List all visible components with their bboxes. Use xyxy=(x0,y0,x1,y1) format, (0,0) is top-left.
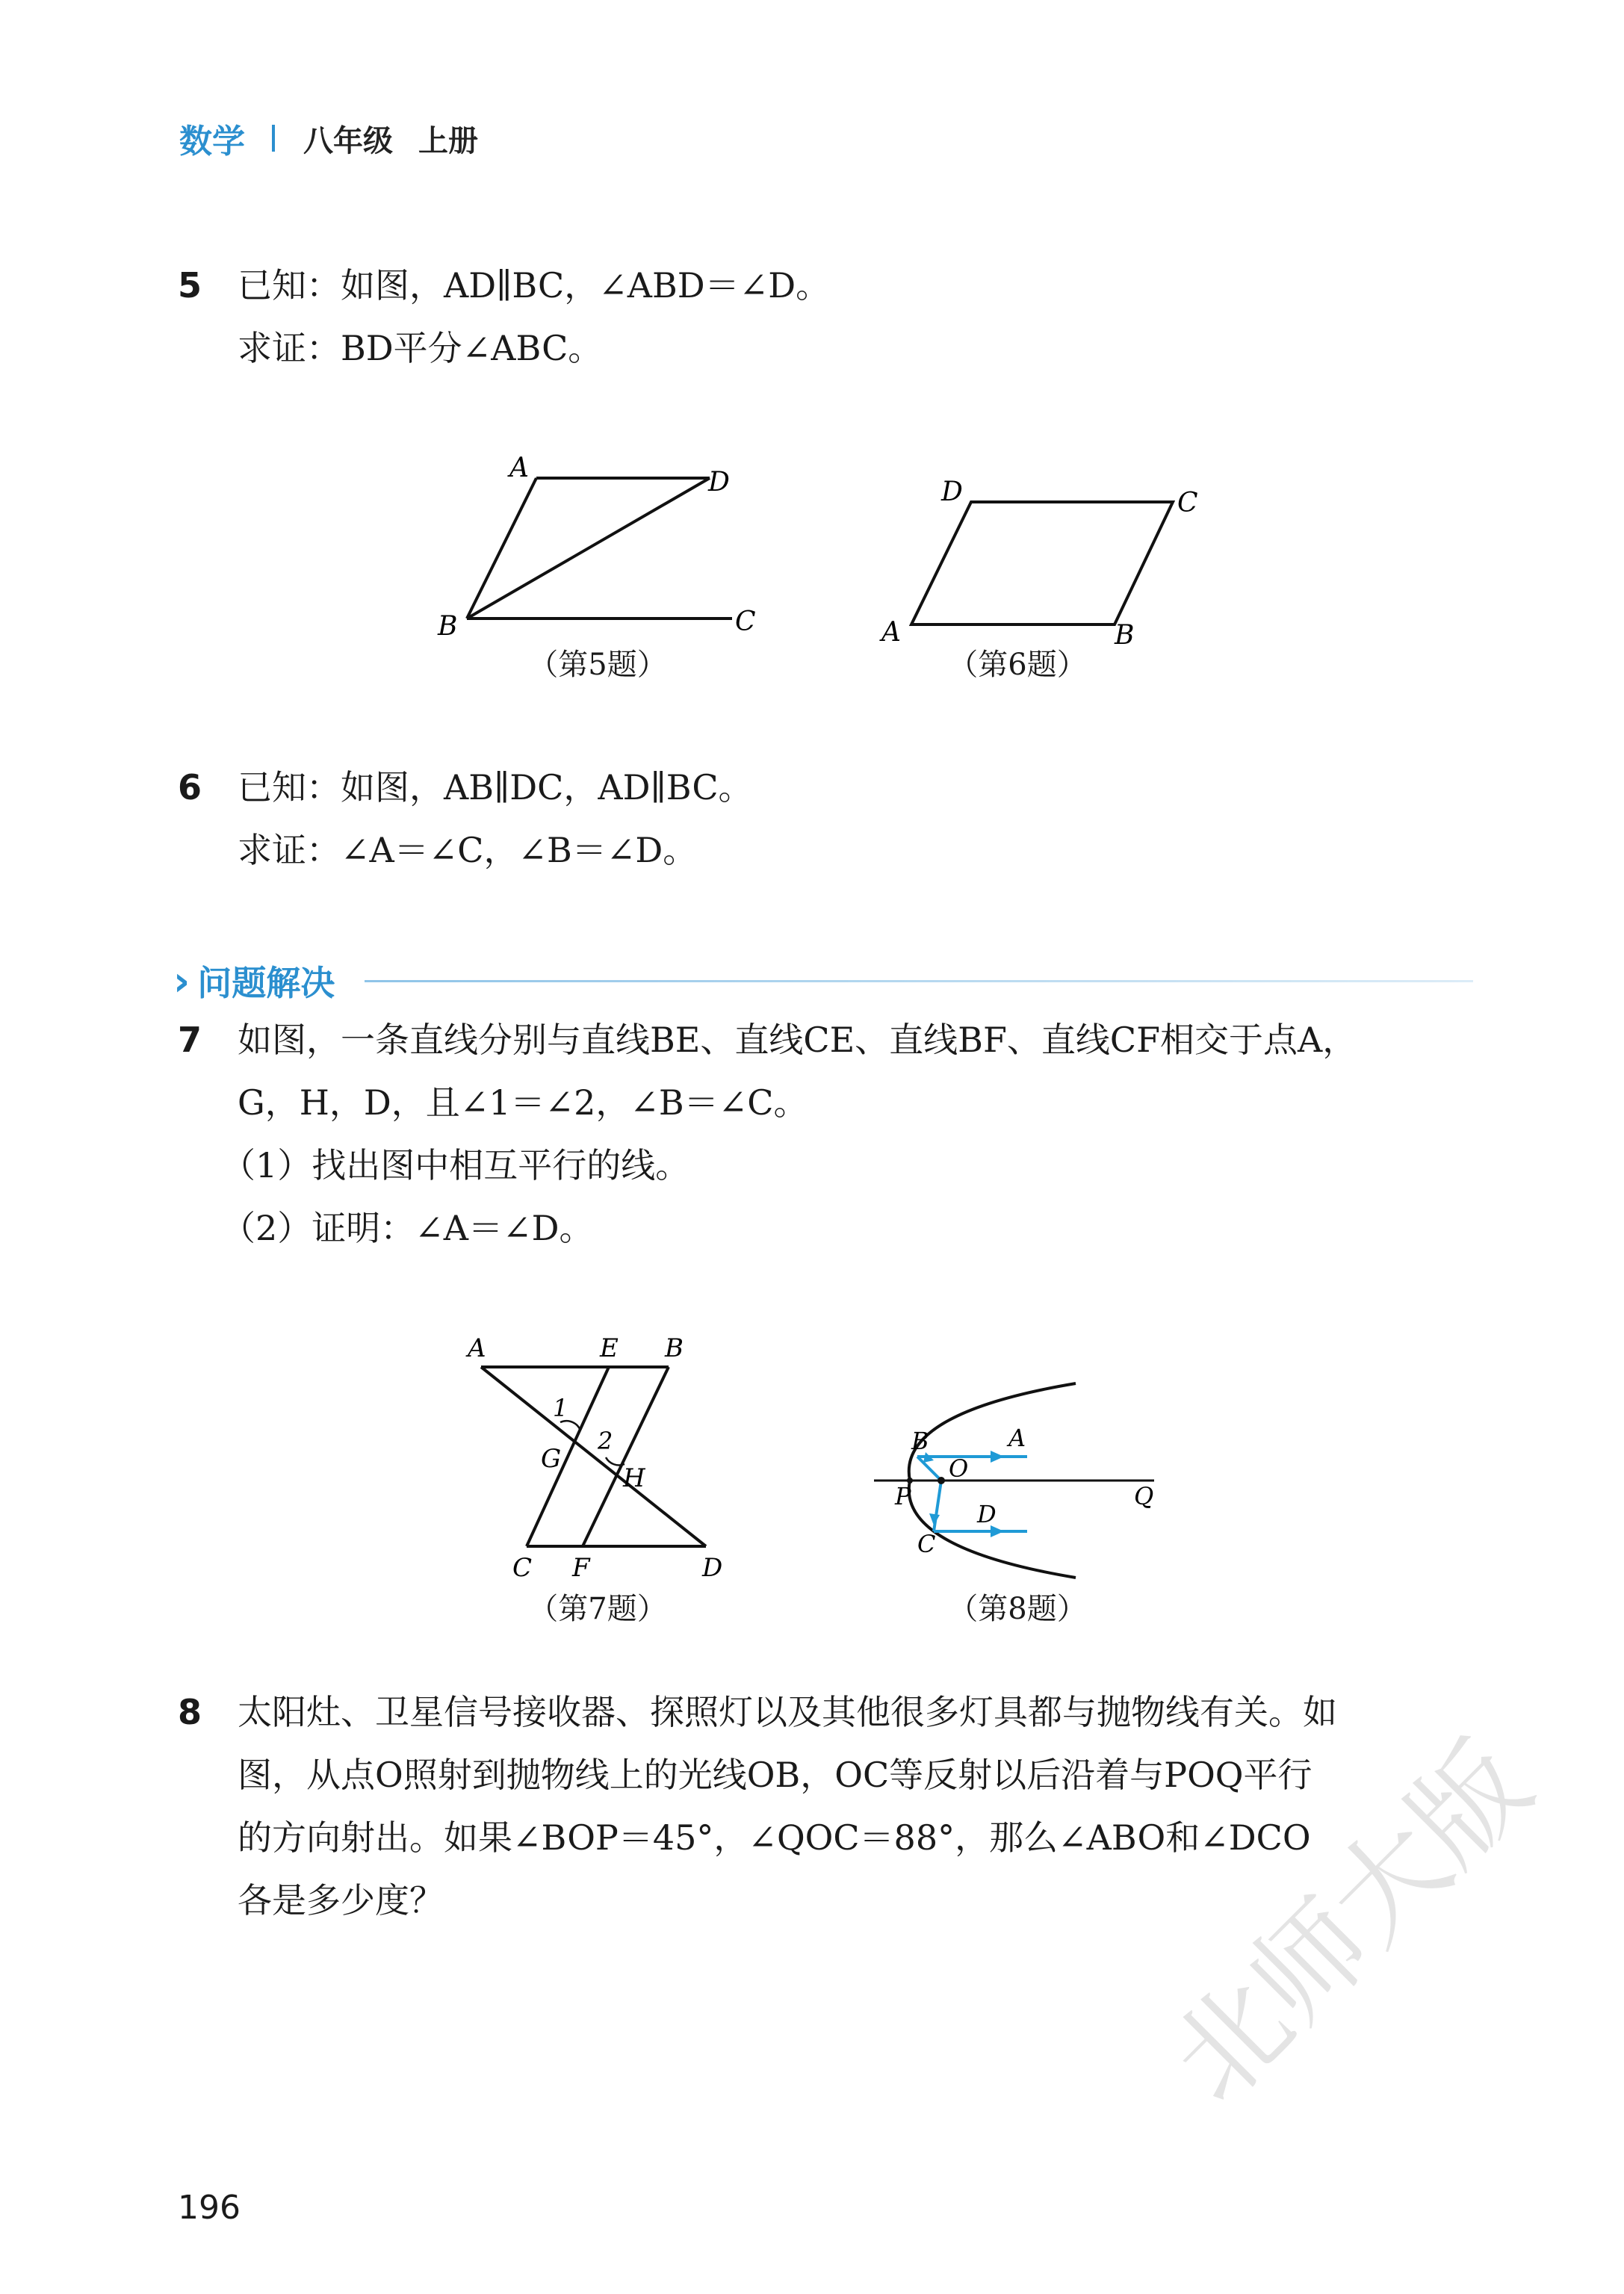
label-b: B xyxy=(665,1333,684,1363)
label-p: P xyxy=(895,1482,911,1510)
figure-7-caption: （第7题） xyxy=(528,1592,667,1626)
watermark: 北师大版 xyxy=(1146,1718,1556,2127)
question-text: 图，从点O照射到抛物线上的光线OB，OC等反射以后沿着与POQ平行 xyxy=(238,1755,1312,1795)
label-e: E xyxy=(600,1333,619,1363)
label-d: D xyxy=(941,478,963,507)
label-a: A xyxy=(1008,1424,1026,1452)
question-7 xyxy=(178,1008,1493,1259)
question-text: 的方向射出。如果∠BOP＝45°，∠QOC＝88°，那么∠ABO和∠DCO xyxy=(238,1817,1311,1858)
label-d: D xyxy=(977,1500,997,1528)
label-d: D xyxy=(702,1553,723,1583)
ray-oc xyxy=(934,1481,941,1531)
question-text: 太阳灶、卫星信号接收器、探照灯以及其他很多灯具都与抛物线有关。如 xyxy=(238,1692,1337,1732)
header-subject: 数学 xyxy=(179,123,245,161)
label-c: C xyxy=(735,607,756,637)
question-number: 8 xyxy=(178,1692,202,1732)
question-text: 如图，一条直线分别与直线BE、直线CE、直线BF、直线CF相交于点A， xyxy=(238,1020,1357,1060)
question-part: （2）证明：∠A＝∠D。 xyxy=(221,1208,594,1248)
label-c: C xyxy=(512,1553,533,1583)
question-text: 已知：如图，AD∥BC，∠ABD＝∠D。 xyxy=(238,265,831,306)
label-q: Q xyxy=(1134,1482,1154,1510)
label-c: C xyxy=(1177,488,1198,518)
angle-1-label: 1 xyxy=(553,1394,568,1422)
figure-8-caption: （第8题） xyxy=(948,1592,1087,1626)
page-header xyxy=(179,112,478,164)
question-5 xyxy=(178,254,1493,379)
point-o xyxy=(937,1477,945,1484)
parallelogram-abcd xyxy=(911,502,1173,624)
section-rule xyxy=(365,980,1473,982)
label-d: D xyxy=(708,467,730,497)
chevron-right-icon: › xyxy=(173,957,190,1005)
page-number: 196 xyxy=(178,2189,241,2227)
question-part: （1）找出图中相互平行的线。 xyxy=(221,1145,690,1185)
label-h: H xyxy=(623,1463,645,1493)
question-text: 已知：如图，AB∥DC，AD∥BC。 xyxy=(238,767,753,807)
header-divider xyxy=(272,125,275,152)
label-c: C xyxy=(917,1530,936,1558)
question-number: 6 xyxy=(178,767,202,807)
question-number: 7 xyxy=(178,1020,202,1060)
label-b: B xyxy=(1115,620,1135,650)
label-g: G xyxy=(541,1444,562,1474)
header-grade: 八年级 xyxy=(303,123,393,158)
transversal-ad xyxy=(481,1367,706,1546)
label-f: F xyxy=(572,1553,590,1583)
figure-6-caption: （第6题） xyxy=(948,648,1087,682)
question-text: 求证：∠A＝∠C，∠B＝∠D。 xyxy=(238,830,698,870)
label-b: B xyxy=(911,1427,929,1455)
label-a: A xyxy=(509,453,529,483)
question-6 xyxy=(178,756,1493,881)
label-a: A xyxy=(468,1333,486,1363)
section-heading xyxy=(173,947,1473,1014)
angle-2-arc xyxy=(606,1457,625,1465)
question-number: 5 xyxy=(178,265,202,306)
question-text: G，H，D，且∠1＝∠2，∠B＝∠C。 xyxy=(238,1082,808,1123)
question-text: 求证：BD平分∠ABC。 xyxy=(238,328,603,368)
segment-bd xyxy=(467,478,710,619)
arrowhead-oc xyxy=(929,1513,940,1525)
angle-2-label: 2 xyxy=(598,1427,613,1455)
question-text: 各是多少度？ xyxy=(238,1880,444,1921)
header-volume: 上册 xyxy=(418,123,478,158)
section-title: 问题解决 xyxy=(197,963,335,1003)
label-a: A xyxy=(881,617,901,648)
figure-5-caption: （第5题） xyxy=(528,648,667,682)
figure-6 xyxy=(859,478,1225,650)
label-o: O xyxy=(949,1454,969,1483)
label-b: B xyxy=(438,611,458,642)
arrowhead-ba xyxy=(991,1451,1004,1463)
figure-8 xyxy=(859,1367,1188,1591)
figure-5 xyxy=(426,448,784,642)
figure-7 xyxy=(448,1330,762,1599)
angle-1-arc xyxy=(560,1421,580,1430)
